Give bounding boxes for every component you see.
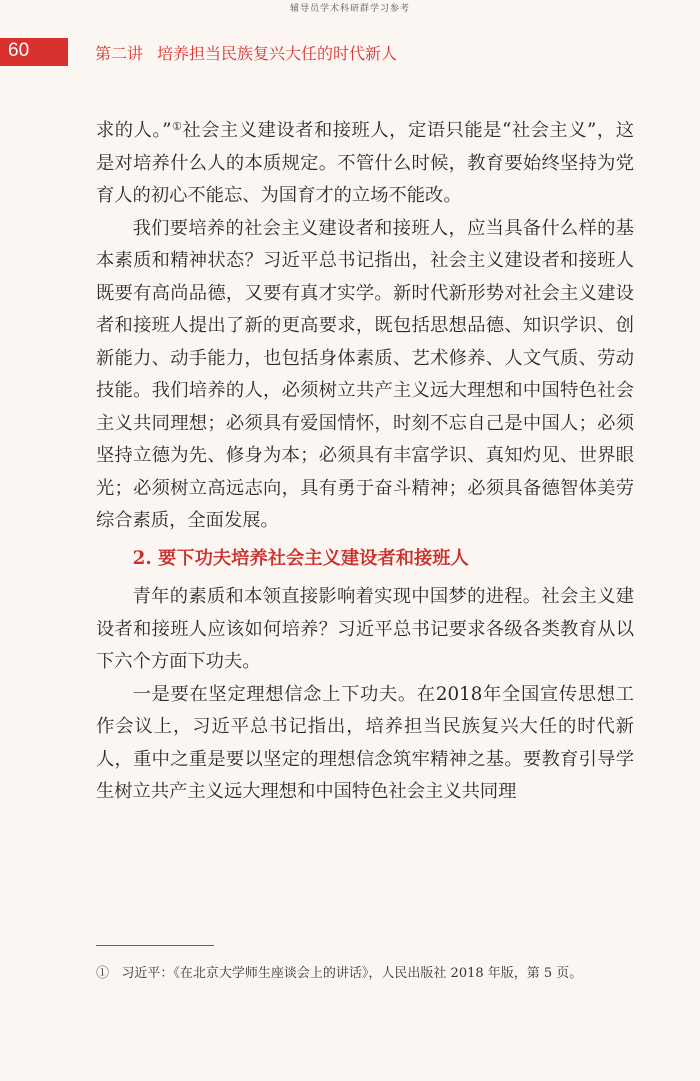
body-text — [96, 115, 634, 809]
footnote-rule — [96, 945, 214, 946]
chapter-name: 培养担当民族复兴大任的时代新人 — [157, 44, 398, 63]
chapter-label: 第二讲 — [95, 44, 144, 63]
footnote — [96, 962, 641, 981]
paragraph-1-start: 求的人。” — [96, 120, 172, 141]
paragraph-1 — [96, 115, 634, 213]
paragraph-1-rest: 社会主义建设者和接班人，定语只能是“社会主义”，这是对培养什么人的本质规定。不管什么时候，教育要始终坚持为党育人的初心不能忘、为国育才的立场不能改。 — [96, 120, 634, 206]
footnote-marker: ① — [96, 966, 110, 981]
paragraph-4: 一是要在坚定理想信念上下功夫。在2018年全国宣传思想工作会议上，习近平总书记指出，培养担当民族复兴大任的时代新人，重中之重是要以坚定的理想信念筑牢精神之基。要教育引导学生树立共产主义远大理想和中国特色社会主义共同理 — [96, 683, 634, 802]
top-note: 辅导员学术科研群学习参考 — [289, 4, 410, 14]
footnote-ref: ① — [171, 120, 183, 133]
page-number: 60 — [0, 38, 68, 64]
section-heading: 2. 要下功夫培养社会主义建设者和接班人 — [132, 547, 469, 569]
paragraph-3: 青年的素质和本领直接影响着实现中国梦的进程。社会主义建设者和接班人应该如何培养？习近平总书记要求各级各类教育从以下六个方面下功夫。 — [96, 586, 634, 672]
footnote-text: 习近平：《在北京大学师生座谈会上的讲话》，人民出版社 2018 年版，第 5 页。 — [121, 966, 583, 981]
paragraph-2: 我们要培养的社会主义建设者和接班人，应当具备什么样的基本素质和精神状态？习近平总书记指出，社会主义建设者和接班人既要有高尚品德，又要有真才实学。新时代新形势对社会主义建设者和接班人提出了新的更高要求，既包括思想品德、知识学识、创新能力、动手能力，也包括身体素质、艺术修养、人文气质、劳动技能。我们培养的人，必须树立共产主义远大理想和中国特色社会主义共同理想；必须具有爱国情怀，时刻不忘自己是中国人；必须坚持立德为先、修身为本；必须具有丰富学识、真知灼见、世界眼光；必须树立高远志向，具有勇于奋斗精神；必须具备德智体美劳综合素质，全面发展。 — [96, 217, 634, 531]
chapter-title — [95, 41, 397, 64]
header-rule — [0, 64, 68, 66]
